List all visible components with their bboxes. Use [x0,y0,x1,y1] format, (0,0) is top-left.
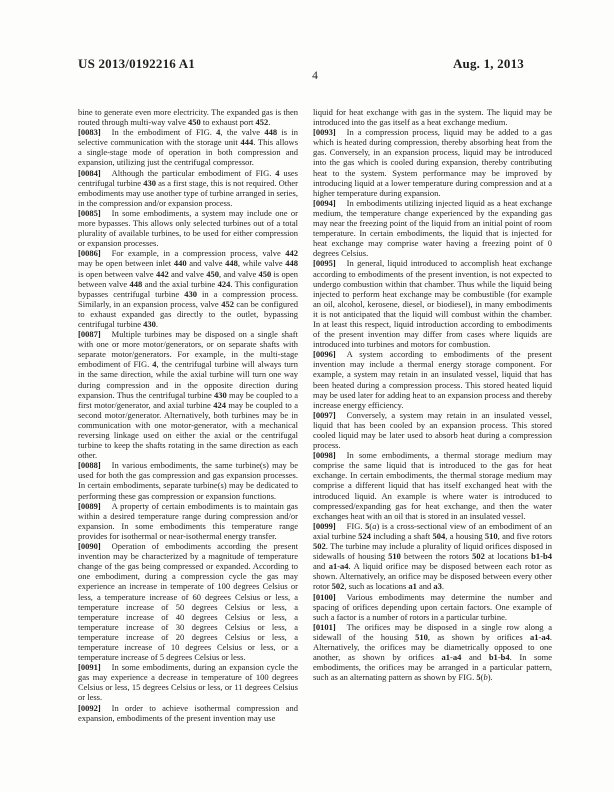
paragraph-number: [0092] [78,702,101,713]
left-column [78,107,298,723]
paragraph-text: A property of certain embodiments is to maintain gas within a desired temperature range during compression and/or expansion. In some embodiments this temperature range provides for isothermal or near-isothermal energy transfer. [78,500,298,541]
paragraph-text: liquid for heat exchange with gas in the system. The liquid may be introduced into the gas itself as a heat exchange medium. [313,107,552,128]
paragraph-number: [0101] [313,621,336,632]
paragraph-0083 [78,127,298,167]
paragraph-number: [0083] [78,127,101,138]
paragraph-0084 [78,168,298,208]
paragraph-text: Conversely, a system may retain in an insulated vessel, liquid that has been cooled by an expansion process. This stored cooled liquid may be later used to absorb heat during a compression process. [313,409,552,451]
paragraph-0091 [78,662,298,702]
paragraph-0100 [313,592,552,622]
paragraph-text: The orifices may be disposed in a single row along a sidewall of the housing 510, as shown by orifices a1-a4. Alternatively, the orifices may be diametrically opposed to one another, as shown by orifices a1-a4 and b1-b4. In some embodiments, the orifices may be arranged in a particular pattern, such as an alternating pattern as shown by FIG. 5(b). [313,621,552,683]
paragraph-0096 [313,349,552,410]
paragraph-0092 [78,703,298,723]
paragraph-number: [0100] [313,591,336,602]
paragraph-0098 [313,450,552,521]
paragraph-text: In the embodiment of FIG. 4, the valve 448 is in selective communication with the storage unit 444. This allows a single-stage mode of operation in both compression and expansion, utilizing just the centrifugal compressor. [78,127,299,168]
paragraph-number: [0085] [78,207,101,218]
paragraph-0085 [78,208,298,248]
paragraph-0094 [313,198,552,259]
publication-number: US 2013/0192216 A1 [78,56,196,71]
paragraph-text: bine to generate even more electricity. The expanded gas is then routed through multi-way valve 450 to exhaust port 452. [78,107,298,128]
paragraph-0095 [313,258,552,349]
paragraph-0087 [78,329,298,460]
paragraph-text: In various embodiments, the same turbine(s) may be used for both the gas compression and gas expansion processes. In certain embodiments, separate turbine(s) may be dedicated to performing these gas compression or expansion functions. [78,460,298,501]
paragraph-number: [0097] [313,409,336,420]
paragraph-text: In some embodiments, a thermal storage medium may comprise the same liquid that is introduced to the gas for heat exchange. In certain embodiments, the thermal storage medium may comprise a different liquid that has itself exchanged heat with the introduced liquid. An example is where water is introduced to compressed/expanding gas for heat exchange, and then the water exchanges heat with an oil that is stored in an insulated vessel. [313,450,552,521]
right-column [313,107,552,723]
paragraph-number: [0089] [78,500,101,511]
paragraph-0092-continued [313,107,552,127]
paragraph-text: FIG. 5(a) is a cross-sectional view of an embodiment of an axial turbine 524 including a shaft 504, a housing 510, and five rotors 502. The turbine may include a plurality of liquid orifices disposed in sidewalls of housing 510 between the rotors 502 at locations b1-b4 and a1-a4. A liquid orifice may be disposed between each rotor as shown. Alternatively, an orifice may be disposed between every other rotor 502, such as locations a1 and a3. [313,520,552,592]
paragraph-0089 [78,501,298,541]
paragraph-number: [0095] [313,258,336,269]
paragraph-text: In embodiments utilizing injected liquid as a heat exchange medium, the temperature change experienced by the expanding gas may near the freezing point of the liquid from an initial point of room temperature. In certain embodiments, the liquid that is injected for heat exchange may comprise water having a freezing point of 0 degrees Celsius. [313,197,552,259]
paragraph-text: Various embodiments may determine the number and spacing of orifices depending upon certain factors. One example of such a factor is a number of rotors in a particular turbine. [313,591,552,622]
paragraph-number: [0098] [313,450,336,461]
paragraph-number: [0086] [78,248,101,259]
paragraph-0088 [78,460,298,500]
paragraph-text: In a compression process, liquid may be added to a gas which is heated during compression, thereby absorbing heat from the gas. Conversely, in an expansion process, liquid may be introduced into the gas which is cooled during expansion, thereby contributing heat to the system. System performance may be improved by introducing liquid at a lower temperature during compression and at a higher temperature during expansion. [313,127,552,198]
body-text [78,107,552,723]
paragraph-text: Although the particular embodiment of FIG. 4 uses centrifugal turbine 430 as a first stage, this is not required. Other embodiments may use another type of turbine arranged in series, in the compression and/or expansion process. [78,167,298,208]
page-number: 4 [312,70,318,82]
paragraph-number: [0087] [78,329,101,340]
paragraph-0097 [313,410,552,450]
paragraph-number: [0088] [78,460,101,471]
paragraph-text: In some embodiments, a system may include one or more bypasses. This allows only selected turbines out of a total plurality of available turbines, to be used for either compression or expansion processes. [78,207,298,249]
paragraph-0090 [78,541,298,662]
paragraph-number: [0094] [313,197,336,208]
paragraph-number: [0096] [313,349,336,360]
paragraph-number: [0093] [313,127,336,138]
paragraph-text: In some embodiments, during an expansion cycle the gas may experience a decrease in temperature of 100 degrees Celsius or less, 15 degrees Celsius or less, or 11 degrees Celsius or less. [78,662,298,703]
paragraph-text: Operation of embodiments according the present invention may be characterized by a magnitude of temperature change of the gas being compressed or expanded. According to one embodiment, during a compression cycle the gas may experience an increase in temperate of 100 degrees Celsius or less, a temperature increase of 60 degrees Celsius or less, a temperature increase of 50 degrees Celsius or less, a temperature increase of 40 degrees Celsius or less, a temperature increase of 30 degrees Celsius or less, a temperature increase of 20 degrees Celsius or less, a temperature increase of 10 degrees Celsius or less, or a temperature increase of 5 degrees Celsius or less. [78,541,298,663]
paragraph-text: In order to achieve isothermal compression and expansion, embodiments of the present invention may use [78,702,298,723]
paragraph-0099 [313,521,552,592]
paragraph-text: A system according to embodiments of the present invention may include a thermal energy storage component. For example, a system may retain in an insulated vessel, liquid that has been heated during a compression process. This stored heated liquid may be used later for adding heat to an expansion process and thereby increase energy efficiency. [313,349,552,410]
publication-date: Aug. 1, 2013 [452,56,524,71]
paragraph-number: [0084] [78,167,101,178]
paragraph-0101 [313,622,552,683]
paragraph-0086 [78,248,298,329]
paragraph-0093 [313,127,552,198]
paragraph-text: For example, in a compression process, valve 442 may be open between inlet 440 and valve 448, while valve 448 is open between valve 442 and valve 450, and valve 450 is open between valve 448 and the axial turbine 424. This configuration bypasses centrifugal turbine 430 in a compression process. Similarly, in an expansion process, valve 452 can be configured to exhaust expanded gas directly to the outlet, bypassing centrifugal turbine 430. [78,248,299,329]
paragraph-text: In general, liquid introduced to accomplish heat exchange according to embodiments of the present invention, is not expected to undergo combustion within that chamber. Thus while the liquid being injected to perform heat exchange may be combustible (for example an oil, alcohol, kerosene, diesel, or biodiesel), in many embodiments it is not anticipated that the liquid will combust within the chamber. In at least this respect, liquid introduction according to embodiments of the present invention may differ from cases where liquids are introduced into turbines and motors for combustion. [313,258,552,350]
paragraph-number: [0091] [78,662,101,673]
paragraph-0082-continued [78,107,298,127]
paragraph-number: [0099] [313,520,336,531]
paragraph-text: Multiple turbines may be disposed on a single shaft with one or more motor/generators, or on separate shafts with separate motor/generators. For example, in the multi-stage embodiment of FIG. 4, the centrifugal turbine will always turn in the same direction, while the axial turbine will turn one way during compression and in the opposite direction during expansion. Thus the centrifugal turbine 430 may be coupled to a first motor/generator, and axial turbine 424 may be coupled to a second motor/generator. Alternatively, both turbines may be in communication with one motor-generator, with a mechanical reversing linkage used on either the axial or the centrifugal turbine to keep the shafts rotating in the same direction as each other. [78,329,298,461]
paragraph-number: [0090] [78,541,101,552]
